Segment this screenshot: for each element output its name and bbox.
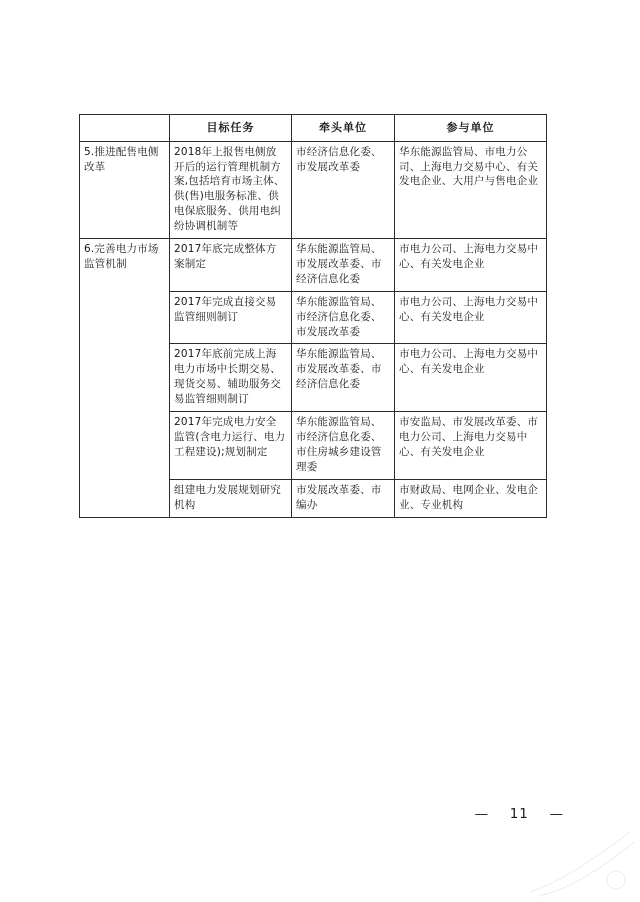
policy-task-table (79, 114, 547, 518)
lead-unit-cell: 华东能源监管局、市发展改革委、市经济信息化委 (292, 239, 395, 292)
table-row (80, 239, 547, 292)
task-cell: 组建电力发展规划研究机构 (170, 479, 292, 517)
column-header-blank (80, 115, 170, 142)
category-label-5: 5.推进配售电侧改革 (80, 141, 170, 238)
column-header-task: 目标任务 (170, 115, 292, 142)
table-row (80, 141, 547, 238)
task-cell: 2017年底完成整体方案制定 (170, 239, 292, 292)
page-number (475, 806, 564, 822)
participating-unit-cell: 市安监局、市发展改革委、市电力公司、上海电力交易中心、有关发电企业 (395, 412, 547, 480)
corner-watermark-icon (520, 822, 640, 902)
page-number-suffix: — (549, 806, 564, 822)
lead-unit-cell: 市经济信息化委、市发展改革委 (292, 141, 395, 238)
lead-unit-cell: 华东能源监管局、市发展改革委、市经济信息化委 (292, 344, 395, 412)
table-header-row (80, 115, 547, 142)
task-cell: 2018年上报售电侧放开后的运行管理机制方案,包括培育市场主体、供(售)电服务标准、供电保底服务、供用电纠纷协调机制等 (170, 141, 292, 238)
column-header-participating-unit: 参与单位 (395, 115, 547, 142)
participating-unit-cell: 华东能源监管局、市电力公司、上海电力交易中心、有关发电企业、大用户与售电企业 (395, 141, 547, 238)
participating-unit-cell: 市电力公司、上海电力交易中心、有关发电企业 (395, 239, 547, 292)
task-cell: 2017年完成直接交易监管细则制订 (170, 291, 292, 344)
participating-unit-cell: 市财政局、电网企业、发电企业、专业机构 (395, 479, 547, 517)
lead-unit-cell: 华东能源监管局、市经济信息化委、市发展改革委 (292, 291, 395, 344)
column-header-lead-unit: 牵头单位 (292, 115, 395, 142)
task-cell: 2017年完成电力安全监管(含电力运行、电力工程建设);规划制定 (170, 412, 292, 480)
page-number-value: 11 (509, 806, 529, 822)
participating-unit-cell: 市电力公司、上海电力交易中心、有关发电企业 (395, 344, 547, 412)
lead-unit-cell: 华东能源监管局、市经济信息化委、市住房城乡建设管理委 (292, 412, 395, 480)
page-number-prefix: — (474, 806, 490, 822)
lead-unit-cell: 市发展改革委、市编办 (292, 479, 395, 517)
category-label-6: 6.完善电力市场监管机制 (80, 239, 170, 518)
participating-unit-cell: 市电力公司、上海电力交易中心、有关发电企业 (395, 291, 547, 344)
task-cell: 2017年底前完成上海电力市场中长期交易、现货交易、辅助服务交易监管细则制订 (170, 344, 292, 412)
